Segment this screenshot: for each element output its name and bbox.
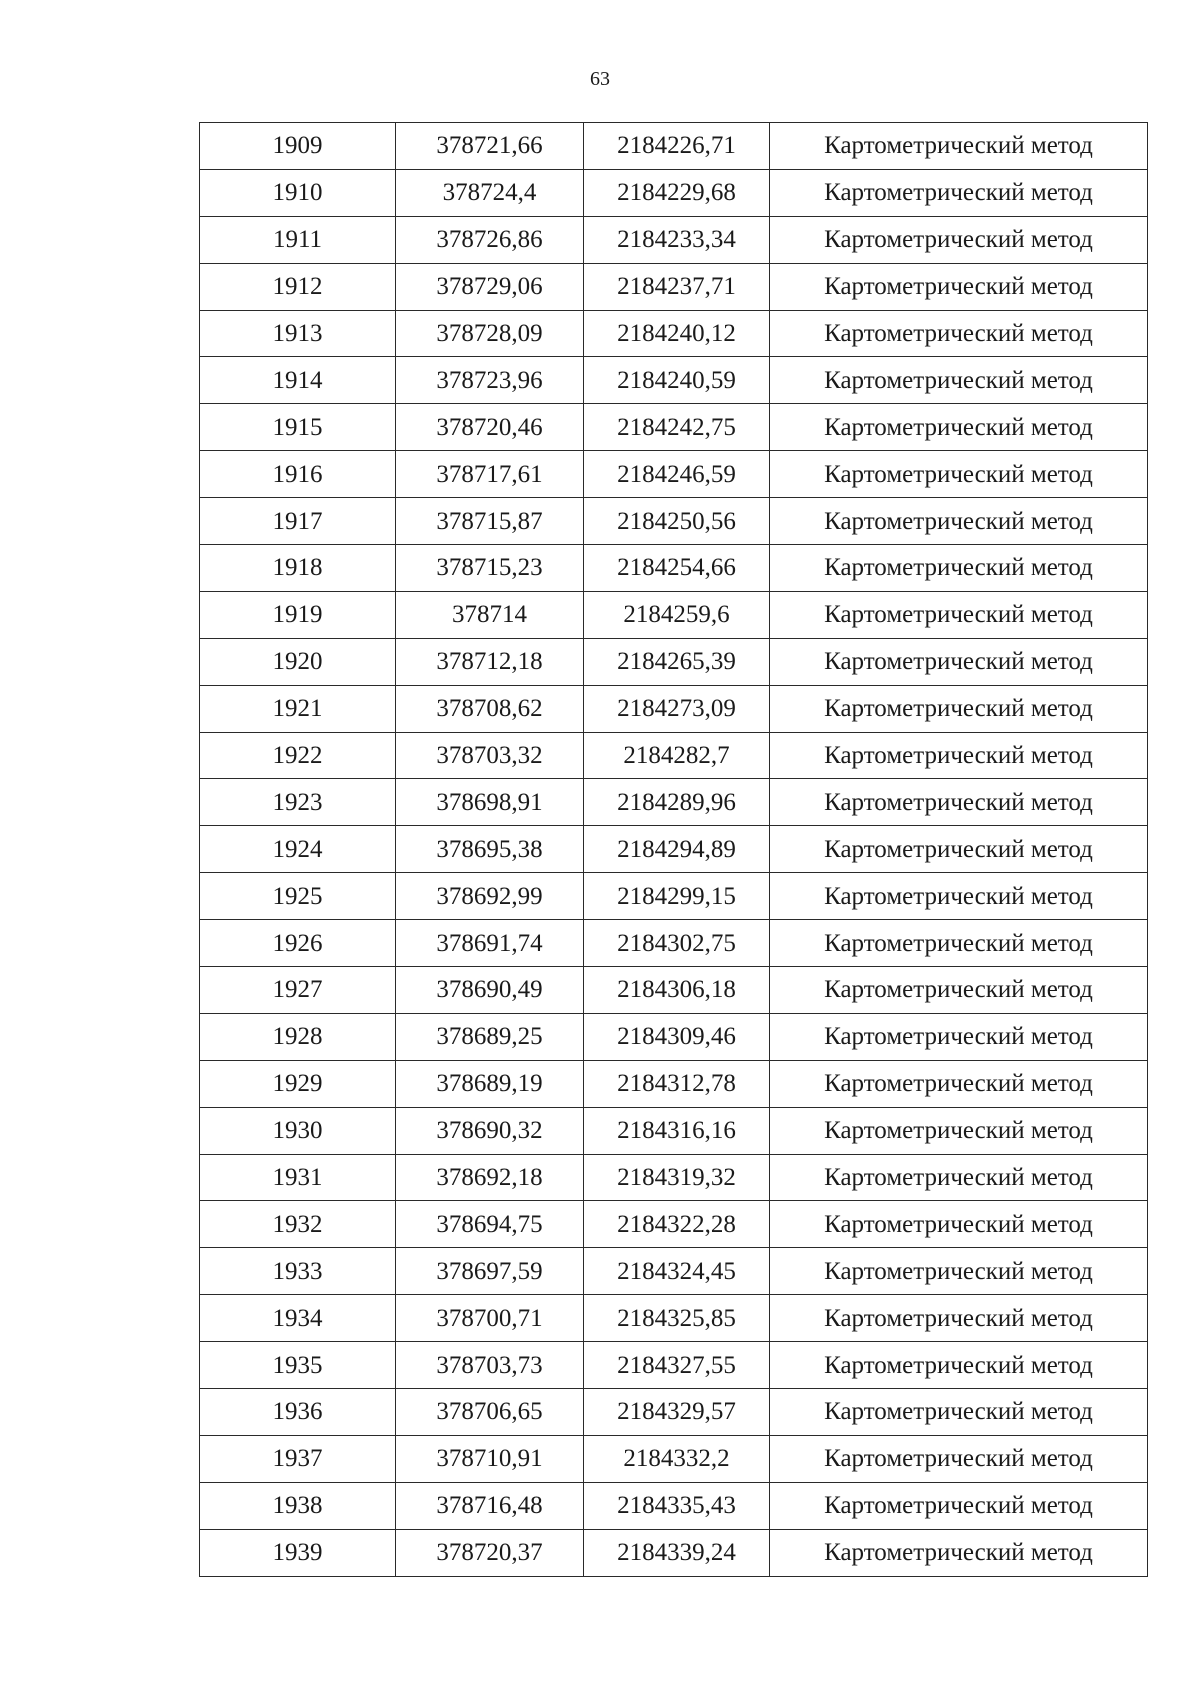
point-number-cell: 1915 bbox=[200, 404, 396, 451]
table-row bbox=[200, 310, 1148, 357]
table-row bbox=[200, 638, 1148, 685]
y-coordinate-cell: 2184242,75 bbox=[584, 404, 770, 451]
table-row bbox=[200, 1107, 1148, 1154]
method-cell: Картометрический метод bbox=[770, 545, 1148, 592]
x-coordinate-cell: 378721,66 bbox=[396, 123, 584, 170]
table-row bbox=[200, 1295, 1148, 1342]
table-row bbox=[200, 263, 1148, 310]
y-coordinate-cell: 2184273,09 bbox=[584, 685, 770, 732]
x-coordinate-cell: 378700,71 bbox=[396, 1295, 584, 1342]
point-number-cell: 1931 bbox=[200, 1154, 396, 1201]
point-number-cell: 1925 bbox=[200, 873, 396, 920]
table-row bbox=[200, 826, 1148, 873]
table-row bbox=[200, 404, 1148, 451]
y-coordinate-cell: 2184324,45 bbox=[584, 1248, 770, 1295]
method-cell: Картометрический метод bbox=[770, 967, 1148, 1014]
x-coordinate-cell: 378714 bbox=[396, 591, 584, 638]
x-coordinate-cell: 378697,59 bbox=[396, 1248, 584, 1295]
y-coordinate-cell: 2184309,46 bbox=[584, 1013, 770, 1060]
y-coordinate-cell: 2184312,78 bbox=[584, 1060, 770, 1107]
x-coordinate-cell: 378720,37 bbox=[396, 1529, 584, 1576]
method-cell: Картометрический метод bbox=[770, 123, 1148, 170]
x-coordinate-cell: 378708,62 bbox=[396, 685, 584, 732]
point-number-cell: 1932 bbox=[200, 1201, 396, 1248]
x-coordinate-cell: 378689,19 bbox=[396, 1060, 584, 1107]
x-coordinate-cell: 378695,38 bbox=[396, 826, 584, 873]
method-cell: Картометрический метод bbox=[770, 779, 1148, 826]
table-row bbox=[200, 779, 1148, 826]
x-coordinate-cell: 378692,99 bbox=[396, 873, 584, 920]
x-coordinate-cell: 378715,23 bbox=[396, 545, 584, 592]
table-row bbox=[200, 1435, 1148, 1482]
table-row bbox=[200, 498, 1148, 545]
x-coordinate-cell: 378703,32 bbox=[396, 732, 584, 779]
method-cell: Картометрический метод bbox=[770, 1107, 1148, 1154]
point-number-cell: 1914 bbox=[200, 357, 396, 404]
x-coordinate-cell: 378690,49 bbox=[396, 967, 584, 1014]
table-row bbox=[200, 591, 1148, 638]
y-coordinate-cell: 2184233,34 bbox=[584, 216, 770, 263]
point-number-cell: 1921 bbox=[200, 685, 396, 732]
point-number-cell: 1911 bbox=[200, 216, 396, 263]
point-number-cell: 1927 bbox=[200, 967, 396, 1014]
table-row bbox=[200, 123, 1148, 170]
method-cell: Картометрический метод bbox=[770, 451, 1148, 498]
y-coordinate-cell: 2184329,57 bbox=[584, 1389, 770, 1436]
x-coordinate-cell: 378717,61 bbox=[396, 451, 584, 498]
y-coordinate-cell: 2184299,15 bbox=[584, 873, 770, 920]
page-number: 63 bbox=[590, 68, 610, 90]
y-coordinate-cell: 2184237,71 bbox=[584, 263, 770, 310]
table-row bbox=[200, 216, 1148, 263]
table-row bbox=[200, 732, 1148, 779]
point-number-cell: 1922 bbox=[200, 732, 396, 779]
method-cell: Картометрический метод bbox=[770, 404, 1148, 451]
table-row bbox=[200, 920, 1148, 967]
method-cell: Картометрический метод bbox=[770, 1060, 1148, 1107]
point-number-cell: 1934 bbox=[200, 1295, 396, 1342]
method-cell: Картометрический метод bbox=[770, 1342, 1148, 1389]
method-cell: Картометрический метод bbox=[770, 263, 1148, 310]
method-cell: Картометрический метод bbox=[770, 498, 1148, 545]
y-coordinate-cell: 2184254,66 bbox=[584, 545, 770, 592]
table-row bbox=[200, 1482, 1148, 1529]
point-number-cell: 1939 bbox=[200, 1529, 396, 1576]
y-coordinate-cell: 2184265,39 bbox=[584, 638, 770, 685]
point-number-cell: 1926 bbox=[200, 920, 396, 967]
method-cell: Картометрический метод bbox=[770, 826, 1148, 873]
x-coordinate-cell: 378710,91 bbox=[396, 1435, 584, 1482]
method-cell: Картометрический метод bbox=[770, 591, 1148, 638]
method-cell: Картометрический метод bbox=[770, 1482, 1148, 1529]
x-coordinate-cell: 378698,91 bbox=[396, 779, 584, 826]
y-coordinate-cell: 2184306,18 bbox=[584, 967, 770, 1014]
table-row bbox=[200, 1248, 1148, 1295]
x-coordinate-cell: 378729,06 bbox=[396, 263, 584, 310]
point-number-cell: 1910 bbox=[200, 169, 396, 216]
point-number-cell: 1923 bbox=[200, 779, 396, 826]
x-coordinate-cell: 378703,73 bbox=[396, 1342, 584, 1389]
coordinates-table bbox=[199, 122, 1148, 1577]
point-number-cell: 1936 bbox=[200, 1389, 396, 1436]
table-row bbox=[200, 451, 1148, 498]
y-coordinate-cell: 2184289,96 bbox=[584, 779, 770, 826]
method-cell: Картометрический метод bbox=[770, 1248, 1148, 1295]
x-coordinate-cell: 378706,65 bbox=[396, 1389, 584, 1436]
method-cell: Картометрический метод bbox=[770, 873, 1148, 920]
method-cell: Картометрический метод bbox=[770, 1295, 1148, 1342]
method-cell: Картометрический метод bbox=[770, 216, 1148, 263]
point-number-cell: 1929 bbox=[200, 1060, 396, 1107]
method-cell: Картометрический метод bbox=[770, 310, 1148, 357]
y-coordinate-cell: 2184325,85 bbox=[584, 1295, 770, 1342]
y-coordinate-cell: 2184332,2 bbox=[584, 1435, 770, 1482]
method-cell: Картометрический метод bbox=[770, 685, 1148, 732]
x-coordinate-cell: 378689,25 bbox=[396, 1013, 584, 1060]
x-coordinate-cell: 378720,46 bbox=[396, 404, 584, 451]
y-coordinate-cell: 2184229,68 bbox=[584, 169, 770, 216]
y-coordinate-cell: 2184316,16 bbox=[584, 1107, 770, 1154]
method-cell: Картометрический метод bbox=[770, 638, 1148, 685]
table-row bbox=[200, 357, 1148, 404]
method-cell: Картометрический метод bbox=[770, 357, 1148, 404]
y-coordinate-cell: 2184250,56 bbox=[584, 498, 770, 545]
point-number-cell: 1909 bbox=[200, 123, 396, 170]
y-coordinate-cell: 2184259,6 bbox=[584, 591, 770, 638]
point-number-cell: 1935 bbox=[200, 1342, 396, 1389]
x-coordinate-cell: 378723,96 bbox=[396, 357, 584, 404]
x-coordinate-cell: 378728,09 bbox=[396, 310, 584, 357]
point-number-cell: 1933 bbox=[200, 1248, 396, 1295]
method-cell: Картометрический метод bbox=[770, 920, 1148, 967]
method-cell: Картометрический метод bbox=[770, 1435, 1148, 1482]
point-number-cell: 1937 bbox=[200, 1435, 396, 1482]
point-number-cell: 1917 bbox=[200, 498, 396, 545]
y-coordinate-cell: 2184240,59 bbox=[584, 357, 770, 404]
point-number-cell: 1930 bbox=[200, 1107, 396, 1154]
point-number-cell: 1916 bbox=[200, 451, 396, 498]
point-number-cell: 1913 bbox=[200, 310, 396, 357]
y-coordinate-cell: 2184294,89 bbox=[584, 826, 770, 873]
x-coordinate-cell: 378694,75 bbox=[396, 1201, 584, 1248]
x-coordinate-cell: 378692,18 bbox=[396, 1154, 584, 1201]
table-row bbox=[200, 1389, 1148, 1436]
table-row bbox=[200, 1013, 1148, 1060]
table-row bbox=[200, 1060, 1148, 1107]
y-coordinate-cell: 2184282,7 bbox=[584, 732, 770, 779]
point-number-cell: 1919 bbox=[200, 591, 396, 638]
method-cell: Картометрический метод bbox=[770, 1154, 1148, 1201]
point-number-cell: 1938 bbox=[200, 1482, 396, 1529]
table-row bbox=[200, 685, 1148, 732]
table-row bbox=[200, 1529, 1148, 1576]
y-coordinate-cell: 2184327,55 bbox=[584, 1342, 770, 1389]
x-coordinate-cell: 378724,4 bbox=[396, 169, 584, 216]
x-coordinate-cell: 378691,74 bbox=[396, 920, 584, 967]
method-cell: Картометрический метод bbox=[770, 1529, 1148, 1576]
y-coordinate-cell: 2184319,32 bbox=[584, 1154, 770, 1201]
method-cell: Картометрический метод bbox=[770, 732, 1148, 779]
x-coordinate-cell: 378716,48 bbox=[396, 1482, 584, 1529]
method-cell: Картометрический метод bbox=[770, 1013, 1148, 1060]
point-number-cell: 1928 bbox=[200, 1013, 396, 1060]
y-coordinate-cell: 2184226,71 bbox=[584, 123, 770, 170]
x-coordinate-cell: 378715,87 bbox=[396, 498, 584, 545]
y-coordinate-cell: 2184335,43 bbox=[584, 1482, 770, 1529]
x-coordinate-cell: 378726,86 bbox=[396, 216, 584, 263]
coordinates-table-body bbox=[200, 123, 1148, 1577]
point-number-cell: 1924 bbox=[200, 826, 396, 873]
point-number-cell: 1920 bbox=[200, 638, 396, 685]
table-row bbox=[200, 545, 1148, 592]
method-cell: Картометрический метод bbox=[770, 1201, 1148, 1248]
x-coordinate-cell: 378712,18 bbox=[396, 638, 584, 685]
table-row bbox=[200, 1154, 1148, 1201]
method-cell: Картометрический метод bbox=[770, 1389, 1148, 1436]
table-row bbox=[200, 873, 1148, 920]
x-coordinate-cell: 378690,32 bbox=[396, 1107, 584, 1154]
method-cell: Картометрический метод bbox=[770, 169, 1148, 216]
point-number-cell: 1912 bbox=[200, 263, 396, 310]
y-coordinate-cell: 2184240,12 bbox=[584, 310, 770, 357]
y-coordinate-cell: 2184339,24 bbox=[584, 1529, 770, 1576]
y-coordinate-cell: 2184302,75 bbox=[584, 920, 770, 967]
table-row bbox=[200, 169, 1148, 216]
table-row bbox=[200, 967, 1148, 1014]
table-row bbox=[200, 1342, 1148, 1389]
table-row bbox=[200, 1201, 1148, 1248]
y-coordinate-cell: 2184322,28 bbox=[584, 1201, 770, 1248]
y-coordinate-cell: 2184246,59 bbox=[584, 451, 770, 498]
point-number-cell: 1918 bbox=[200, 545, 396, 592]
